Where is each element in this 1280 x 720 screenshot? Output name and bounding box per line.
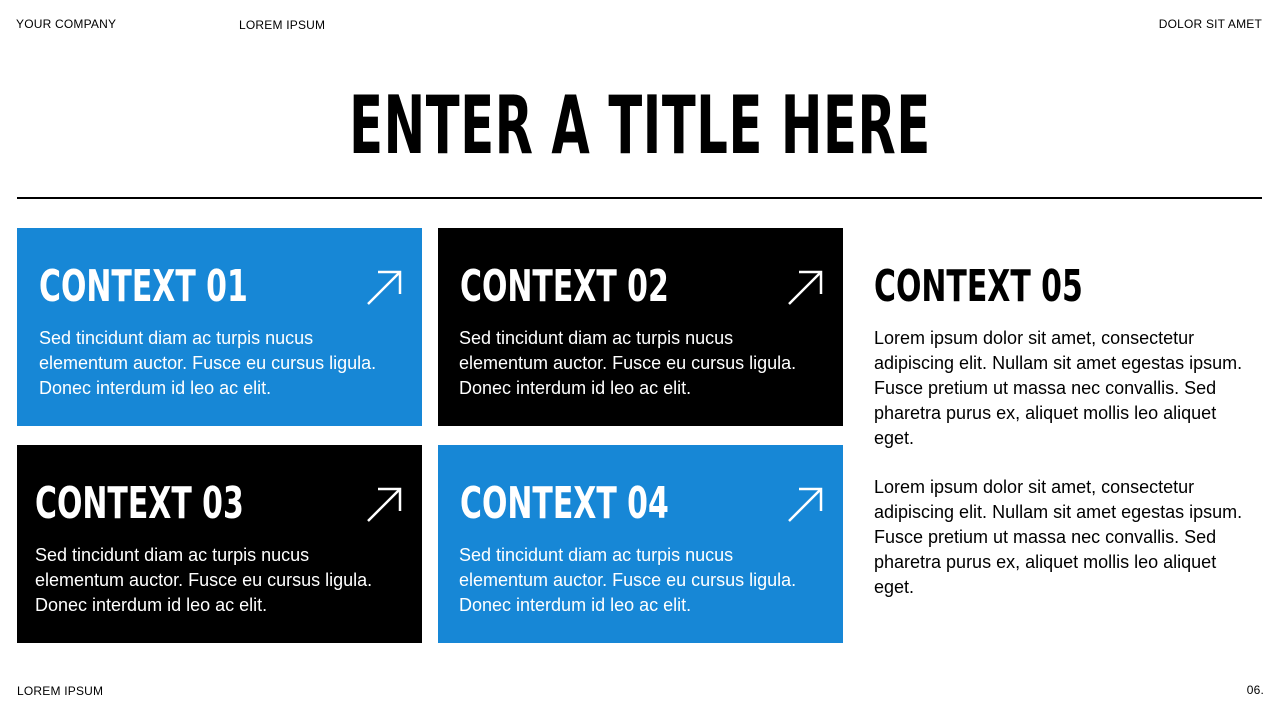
card-text: Sed tincidunt diam ac turpis nucus elementum auctor. Fusce eu cursus ligula. Donec interdum id leo ac elit. <box>459 328 797 398</box>
card-heading: CONTEXT 01 <box>39 261 248 312</box>
card-heading: CONTEXT 02 <box>460 261 669 312</box>
card-heading: CONTEXT 04 <box>460 478 669 529</box>
slide-title: ENTER A TITLE HERE <box>349 79 931 172</box>
title-divider <box>17 197 1262 199</box>
header-center-label: LOREM IPSUM <box>239 18 326 32</box>
context-05-paragraph: Lorem ipsum dolor sit amet, consectetur adipiscing elit. Nullam sit amet egestas ipsum. Fusce pretium ut massa nec convallis. Sed pharetra purus ex, aliquet mollis leo aliquet eget. <box>874 477 1243 597</box>
arrow-up-right-icon[interactable] <box>364 268 404 308</box>
footer-label: LOREM IPSUM <box>17 684 104 698</box>
card-text: Sed tincidunt diam ac turpis nucus elementum auctor. Fusce eu cursus ligula. Donec interdum id leo ac elit. <box>35 545 373 615</box>
context-card-04[interactable] <box>438 445 843 643</box>
context-card-02[interactable] <box>438 228 843 426</box>
arrow-up-right-icon[interactable] <box>785 485 825 525</box>
header-right-label: DOLOR SIT AMET <box>1158 17 1262 31</box>
arrow-up-right-icon[interactable] <box>364 485 404 525</box>
arrow-up-right-icon[interactable] <box>785 268 825 308</box>
context-05-paragraph: Lorem ipsum dolor sit amet, consectetur adipiscing elit. Nullam sit amet egestas ipsum. Fusce pretium ut massa nec convallis. Sed pharetra purus ex, aliquet mollis leo aliquet eget. <box>874 328 1243 448</box>
card-text: Sed tincidunt diam ac turpis nucus elementum auctor. Fusce eu cursus ligula. Donec interdum id leo ac elit. <box>459 545 797 615</box>
context-card-03[interactable] <box>17 445 422 643</box>
page-number: 06. <box>1246 683 1264 697</box>
card-heading: CONTEXT 03 <box>35 478 244 529</box>
card-text: Sed tincidunt diam ac turpis nucus elementum auctor. Fusce eu cursus ligula. Donec interdum id leo ac elit. <box>39 328 377 398</box>
context-05-heading: CONTEXT 05 <box>874 261 1083 312</box>
context-card-01[interactable] <box>17 228 422 426</box>
company-label: YOUR COMPANY <box>16 17 117 31</box>
